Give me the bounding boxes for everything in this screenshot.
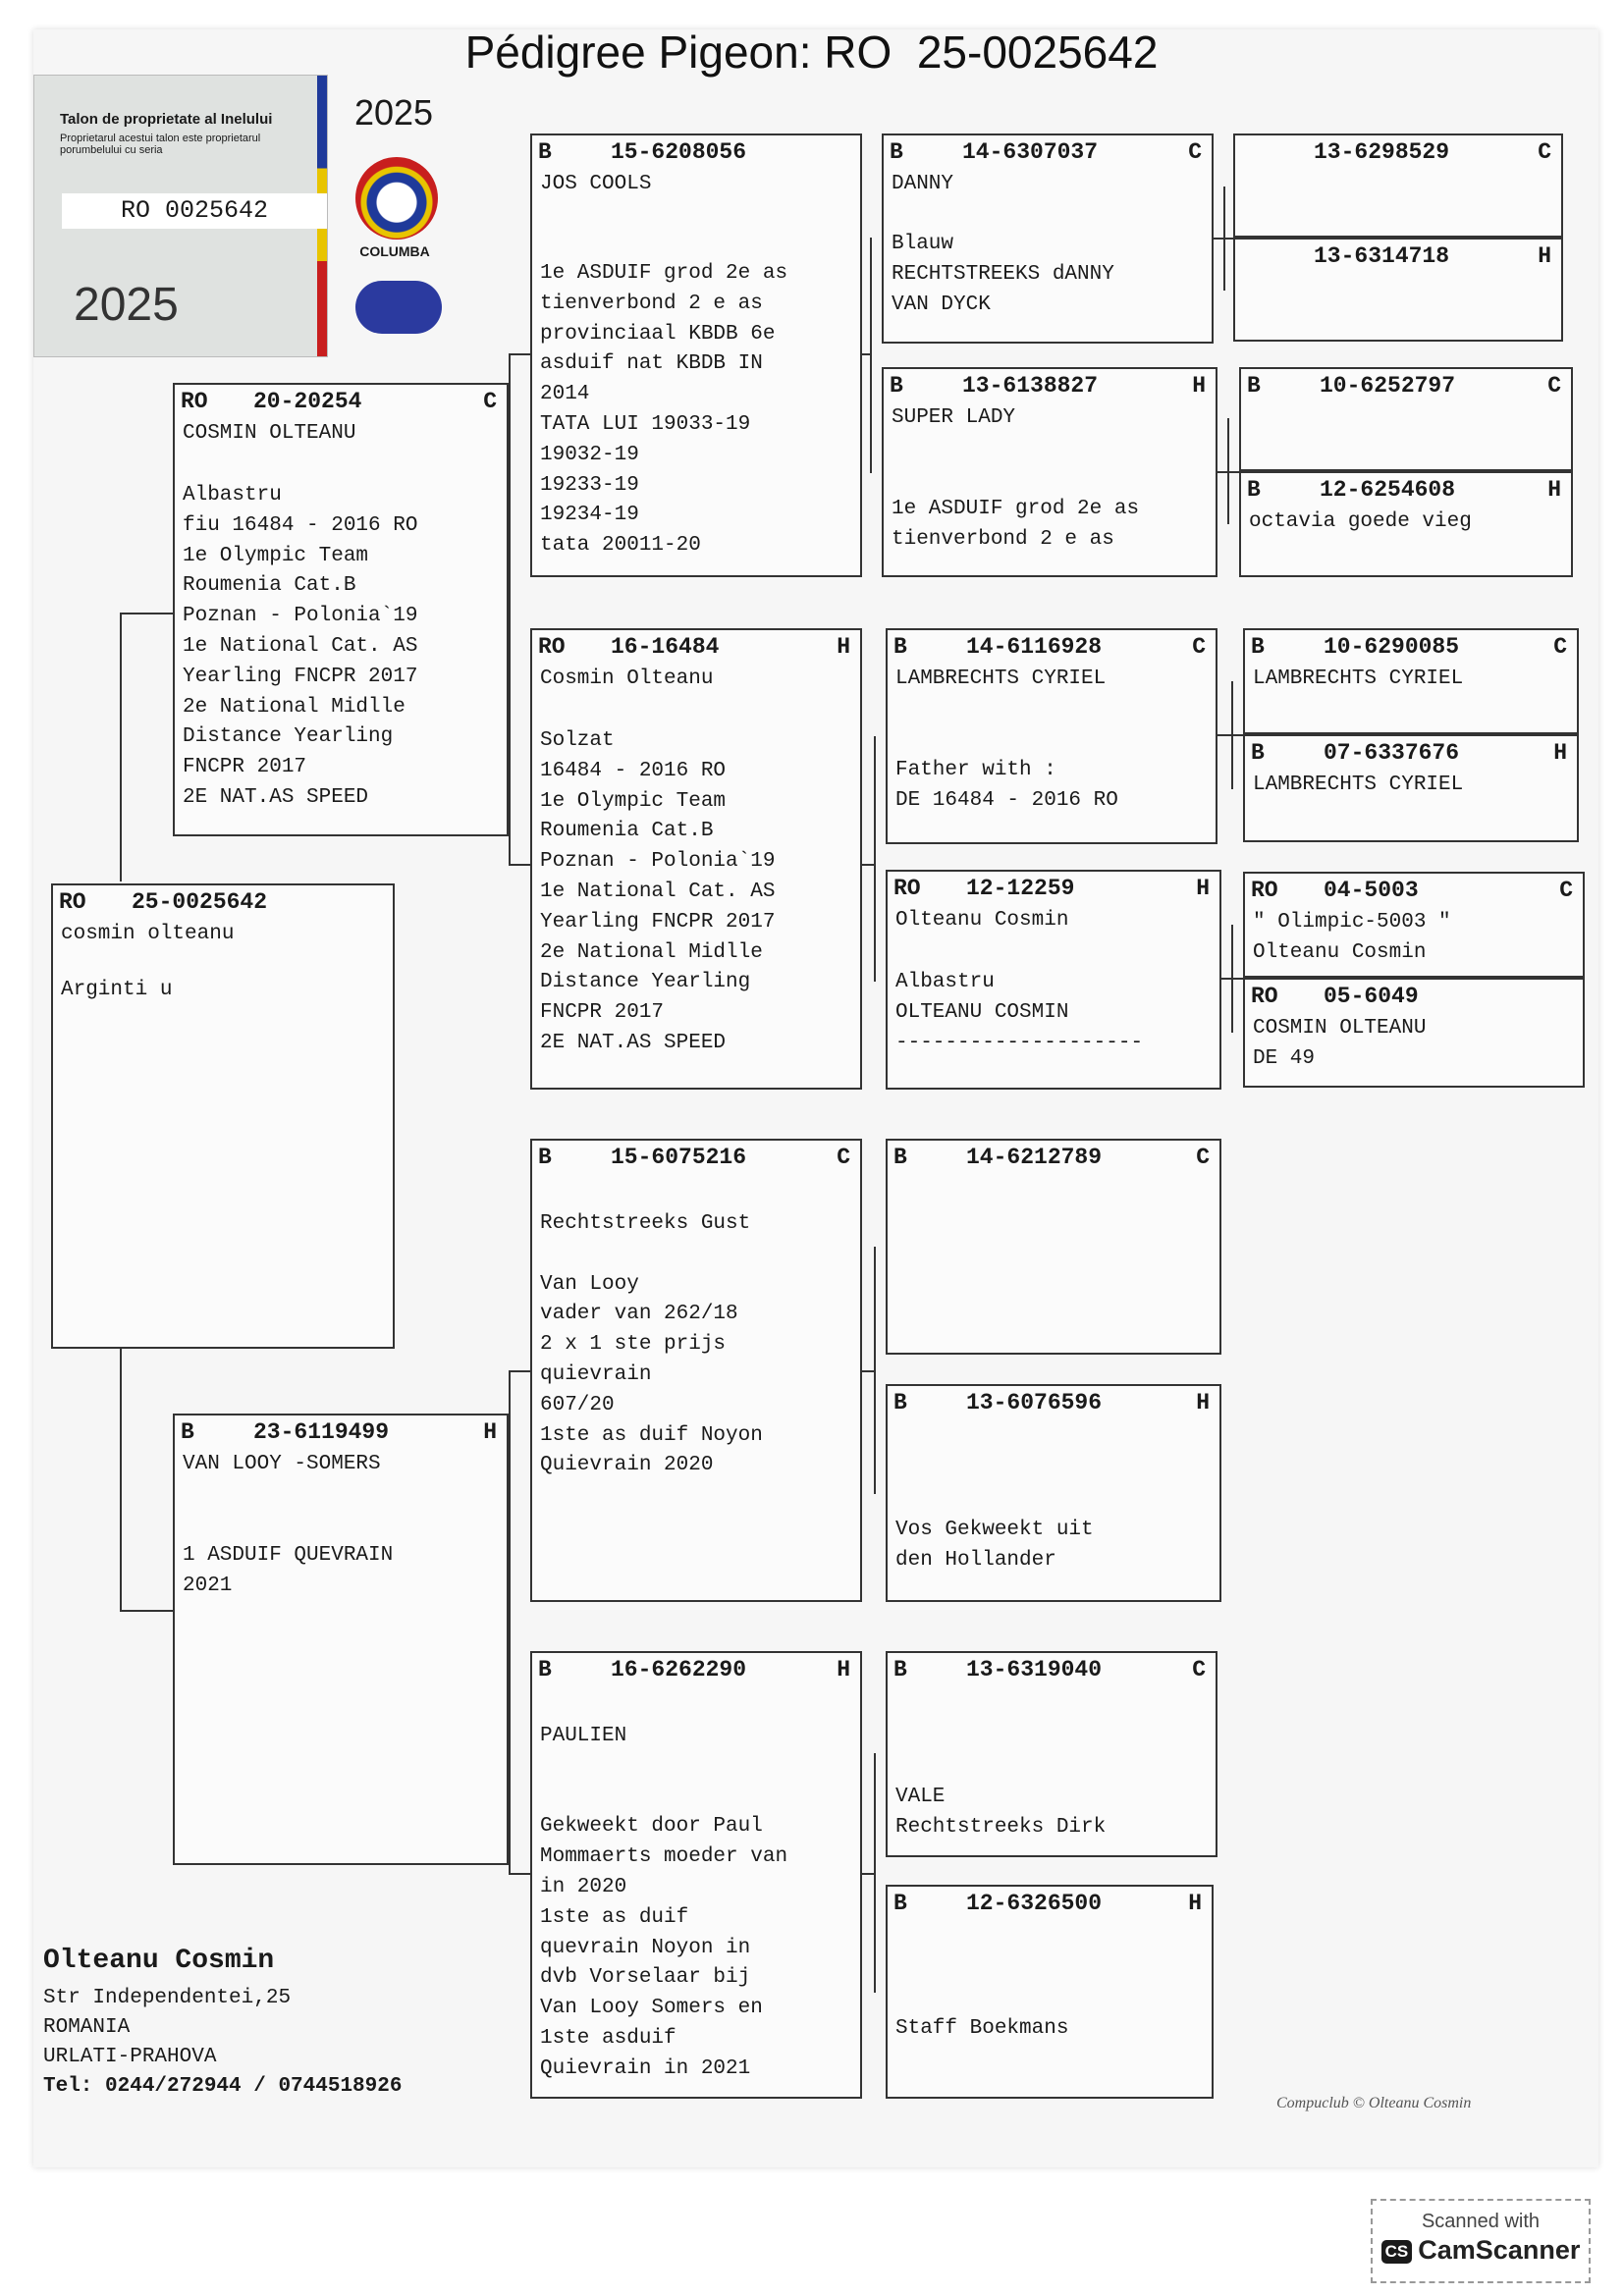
connector: [120, 613, 122, 881]
pigeon-name: JOS COOLS: [540, 173, 652, 195]
pigeon-ring: 07-6337676: [1324, 740, 1460, 766]
pigeon-country: B: [890, 139, 903, 165]
pigeon-ring: 25-0025642: [132, 889, 268, 915]
pigeon-notes: PAULIEN Gekweekt door Paul Mommaerts moeder van in 2020 1ste as duif quevrain Noyon in dvb Vorselaar bij Van Looy Somers en 1ste asduif Quievrain in 2021: [540, 1725, 788, 2080]
pigeon-box-ssd: [882, 367, 1217, 577]
pigeon-notes: Albastru OLTEANU COSMIN --------------------: [895, 971, 1144, 1054]
connector: [1221, 978, 1243, 980]
connector: [509, 1370, 530, 1372]
pigeon-ring: 13-6076596: [966, 1390, 1103, 1415]
page-title: Pédigree Pigeon: RO 25-0025642: [464, 27, 1159, 78]
pigeon-country: B: [893, 1145, 907, 1170]
pigeon-box-dss: [886, 1139, 1221, 1355]
owner-country: ROMANIA: [43, 2016, 131, 2039]
pigeon-notes: 1 ASDUIF QUEVRAIN 2021: [183, 1544, 394, 1597]
pigeon-notes: 1e ASDUIF grod 2e as tienverbond 2 e as: [892, 498, 1140, 551]
pigeon-box-ddd: [886, 1885, 1214, 2099]
pigeon-country: RO: [181, 389, 208, 414]
pigeon-box-ssdd: [1239, 471, 1573, 577]
pigeon-name: VAN LOOY -SOMERS: [183, 1453, 381, 1475]
pigeon-box-dam: [173, 1414, 509, 1865]
pigeon-sex: C: [1188, 139, 1202, 165]
pigeon-ring: 16-6262290: [611, 1657, 747, 1682]
pigeon-name: Cosmin Olteanu: [540, 667, 714, 690]
pigeon-sex: C: [1196, 1145, 1210, 1170]
ring-certificate-card: [33, 75, 328, 357]
pigeon-box-sss: [882, 133, 1214, 344]
connector: [120, 613, 175, 614]
columba-logo-icon: [355, 157, 438, 240]
pigeon-sex: H: [1196, 876, 1210, 901]
pigeon-box-sdss: [1243, 628, 1579, 734]
pigeon-ring: 16-16484: [611, 634, 720, 660]
pigeon-box-dd: [530, 1651, 862, 2099]
pigeon-country: RO: [1251, 878, 1278, 903]
connector: [1214, 238, 1233, 240]
pigeon-name: SUPER LADY: [892, 406, 1016, 429]
card-year: 2025: [74, 279, 179, 331]
pigeon-ring: 13-6314718: [1314, 243, 1450, 269]
pigeon-country: B: [1247, 373, 1261, 399]
pigeon-box-sdsd: [1243, 734, 1579, 842]
pigeon-notes: Father with : DE 16484 - 2016 RO: [895, 759, 1118, 812]
pigeon-box-sd: [530, 628, 862, 1090]
pigeon-ring: 10-6252797: [1320, 373, 1456, 399]
pigeon-name: " Olimpic-5003 ": [1253, 911, 1451, 934]
pigeon-notes: Olteanu Cosmin: [1253, 941, 1427, 964]
connector: [509, 1873, 530, 1875]
federation-logo-icon: [355, 281, 442, 334]
pigeon-name: LAMBRECHTS CYRIEL: [895, 667, 1107, 690]
pigeon-country: B: [538, 139, 552, 165]
pigeon-ring: 13-6138827: [962, 373, 1099, 399]
pigeon-sex: H: [1547, 477, 1561, 503]
pigeon-name: LAMBRECHTS CYRIEL: [1253, 667, 1464, 690]
pigeon-name: Olteanu Cosmin: [895, 909, 1069, 932]
pigeon-box-sssd: [1233, 238, 1563, 342]
connector: [509, 864, 530, 866]
card-ring-number: RO 0025642: [62, 193, 327, 229]
pigeon-country: B: [893, 1891, 907, 1916]
pigeon-sex: H: [1196, 1390, 1210, 1415]
connector: [1217, 471, 1239, 473]
pigeon-country: B: [181, 1419, 194, 1445]
columba-label: COLUMBA: [359, 243, 430, 259]
pigeon-ring: 13-6298529: [1314, 139, 1450, 165]
connector: [874, 736, 876, 982]
pigeon-country: RO: [893, 876, 921, 901]
pigeon-sex: C: [1547, 373, 1561, 399]
pigeon-ring: 05-6049: [1324, 984, 1419, 1009]
pigeon-notes: Albastru fiu 16484 - 2016 RO 1e Olympic Team Roumenia Cat.B Poznan - Polonia`19 1e National Cat. AS Yearling FNCPR 2017 2e National Midlle Distance Yearling FNCPR 2017 2E NAT.AS SPEED: [183, 484, 418, 809]
connector: [1217, 734, 1243, 736]
pigeon-country: B: [893, 634, 907, 660]
pigeon-ring: 04-5003: [1324, 878, 1419, 903]
pigeon-box-sds: [886, 628, 1217, 844]
pigeon-ring: 15-6208056: [611, 139, 747, 165]
pigeon-ring: 12-6326500: [966, 1891, 1103, 1916]
pigeon-ring: 14-6116928: [966, 634, 1103, 660]
card-title: Talon de proprietate al Inelului: [60, 111, 273, 128]
pigeon-ring: 14-6307037: [962, 139, 1099, 165]
pigeon-box-ss: [530, 133, 862, 577]
pigeon-country: RO: [538, 634, 566, 660]
pigeon-sex: H: [1188, 1891, 1202, 1916]
card-side: [350, 92, 438, 133]
pigeon-sex: C: [1192, 1657, 1206, 1682]
pigeon-sex: C: [837, 1145, 850, 1170]
pigeon-country: B: [1251, 634, 1265, 660]
pigeon-sex: H: [483, 1419, 497, 1445]
pigeon-country: B: [1251, 740, 1265, 766]
pigeon-notes: Rechtstreeks Gust Van Looy vader van 262/18 2 x 1 ste prijs quievrain 607/20 1ste as duif Noyon Quievrain 2020: [540, 1212, 763, 1477]
connector: [870, 238, 872, 473]
connector: [509, 353, 530, 355]
side-year: 2025: [353, 92, 434, 133]
pigeon-ring: 12-12259: [966, 876, 1075, 901]
pigeon-ring: 10-6290085: [1324, 634, 1460, 660]
connector: [862, 353, 872, 355]
pigeon-notes: Staff Boekmans: [895, 2017, 1069, 2040]
pigeon-ring: 14-6212789: [966, 1145, 1103, 1170]
pigeon-name: cosmin olteanu: [61, 923, 235, 945]
camscanner-icon: CS: [1381, 2240, 1413, 2264]
pigeon-notes: Arginti u: [61, 979, 173, 1001]
pigeon-notes: Blauw RECHTSTREEKS dANNY VAN DYCK: [892, 233, 1114, 316]
pigeon-country: B: [893, 1657, 907, 1682]
pigeon-name: LAMBRECHTS CYRIEL: [1253, 774, 1464, 796]
card-subtitle: Proprietarul acestui talon este proprietarul porumbelului cu seria: [60, 133, 261, 156]
pigeon-sex: C: [1553, 634, 1567, 660]
owner-block: [43, 1946, 402, 2102]
connector: [120, 1610, 175, 1612]
pigeon-country: RO: [1251, 984, 1278, 1009]
pigeon-ring: 15-6075216: [611, 1145, 747, 1170]
owner-phone: Tel: 0244/272944 / 0744518926: [43, 2075, 403, 2098]
pigeon-box-dds: [886, 1651, 1217, 1857]
pigeon-sex: C: [1559, 878, 1573, 903]
pigeon-country: B: [1247, 477, 1261, 503]
pigeon-box-sddd: [1243, 978, 1585, 1088]
connector: [509, 353, 511, 864]
pigeon-name: COSMIN OLTEANU: [183, 422, 356, 445]
pigeon-box-ssss: [1233, 133, 1563, 238]
pigeon-notes: VALE Rechtstreeks Dirk: [895, 1786, 1107, 1839]
pigeon-ring: 20-20254: [253, 389, 362, 414]
footer-credit: Compuclub © Olteanu Cosmin: [1276, 2095, 1472, 2111]
pigeon-country: B: [893, 1390, 907, 1415]
connector: [120, 1349, 122, 1610]
pigeon-sex: H: [1538, 243, 1551, 269]
pigeon-name: octavia goede vieg: [1249, 510, 1472, 533]
pigeon-notes: 1e ASDUIF grod 2e as tienverbond 2 e as provinciaal KBDB 6e asduif nat KBDB IN 2014 TATA LUI 19033-19 19032-19 19233-19 19234-19 tata 20011-20: [540, 262, 788, 558]
connector: [862, 1873, 876, 1875]
pigeon-notes: DE 49: [1253, 1047, 1316, 1070]
owner-street: Str Independentei,25: [43, 1987, 292, 2009]
pigeon-box-ds: [530, 1139, 862, 1602]
connector: [862, 864, 876, 866]
pigeon-sex: C: [1192, 634, 1206, 660]
owner-city: URLATI-PRAHOVA: [43, 2046, 217, 2068]
pigeon-ring: 13-6319040: [966, 1657, 1103, 1682]
camscanner-badge: [1371, 2199, 1591, 2283]
pigeon-country: RO: [59, 889, 86, 915]
pigeon-name: DANNY: [892, 173, 954, 195]
scanned-with-label: Scanned with: [1421, 2211, 1541, 2232]
pigeon-box-sdds: [1243, 872, 1585, 978]
pigeon-country: B: [538, 1657, 552, 1682]
pigeon-notes: Vos Gekweekt uit den Hollander: [895, 1519, 1094, 1572]
pigeon-country: B: [890, 373, 903, 399]
pigeon-box-dsd: [886, 1384, 1221, 1602]
pigeon-name: COSMIN OLTEANU: [1253, 1017, 1427, 1040]
pigeon-notes: Solzat 16484 - 2016 RO 1e Olympic Team Roumenia Cat.B Poznan - Polonia`19 1e National Cat. AS Yearling FNCPR 2017 2e National Midlle Distance Yearling FNCPR 2017 2E NAT.AS SPEED: [540, 729, 776, 1054]
pigeon-sex: H: [837, 634, 850, 660]
pigeon-sex: H: [837, 1657, 850, 1682]
pigeon-sex: H: [1553, 740, 1567, 766]
pigeon-sex: C: [1538, 139, 1551, 165]
connector: [862, 1370, 876, 1372]
connector: [509, 1370, 511, 1873]
pigeon-ring: 12-6254608: [1320, 477, 1456, 503]
pigeon-box-ssds: [1239, 367, 1573, 471]
camscanner-text: CamScanner: [1418, 2235, 1581, 2265]
pigeon-box-subject: [51, 883, 395, 1349]
pigeon-box-sdd: [886, 870, 1221, 1090]
pigeon-country: B: [538, 1145, 552, 1170]
pigeon-ring: 23-6119499: [253, 1419, 390, 1445]
pigeon-sex: H: [1192, 373, 1206, 399]
camscanner-label: [1373, 2235, 1589, 2266]
pigeon-box-sire: [173, 383, 509, 836]
owner-name: Olteanu Cosmin: [43, 1946, 275, 1976]
pigeon-sex: C: [483, 389, 497, 414]
